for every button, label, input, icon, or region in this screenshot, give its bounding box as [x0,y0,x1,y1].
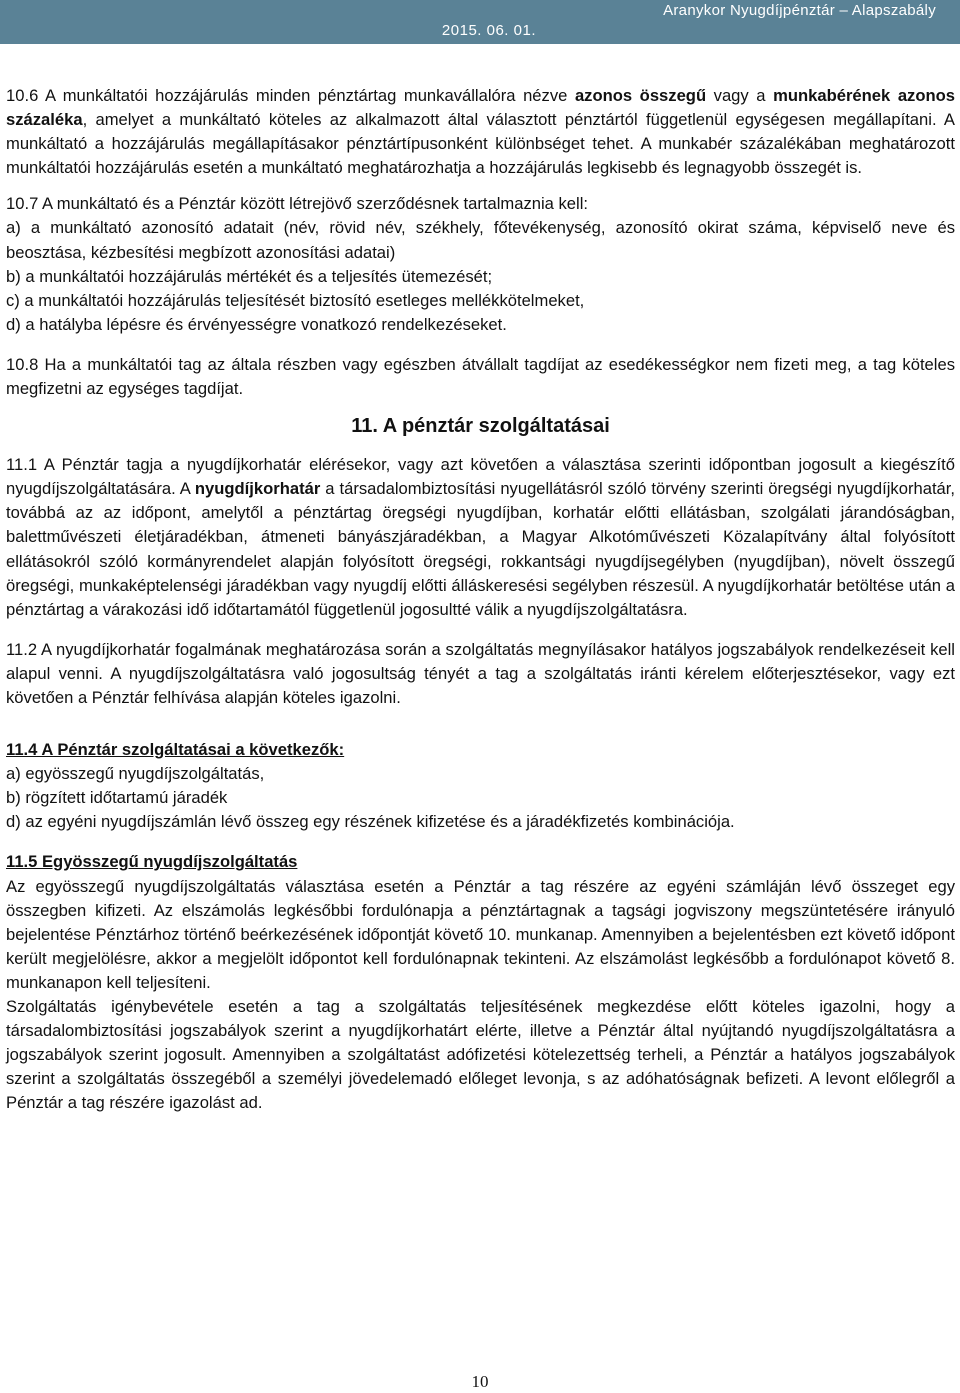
section-11-title: 11. A pénztár szolgáltatásai [351,415,610,438]
bold-text: azonos összegű [574,86,707,105]
list-item: d) a hatályba lépésre és érvényességre vonatkozó rendelkezéseket. [6,314,507,334]
document-header [0,0,960,44]
list-item: d) az egyéni nyugdíjszámlán lévő összeg egy részének kifizetése és a járadékfizetés kombinációja. [6,812,735,832]
paragraph-11-5-1: Az egyösszegű nyugdíjszolgáltatás választása esetén a Pénztár a tag részére az egyéni számláján lévő összeget egy összegben kifizeti. Az elszámolás legkésőbbi fordulónapja a pénztártagnak a tagsági jogviszony megszüntetésére irányuló bejelentése Pénztárhoz történő beérkezésének időpontját követő 10. munkanap. Amennyiben a bejelentésben ezt követő időpont került megjelölésre, akkor a megjelölt időpontot kell fordulónapnak tekinteni. Az elszámolást legkésőbb a fordulónapot követő 8. munkanapon kell teljesíteni. [6,876,955,992]
list-item: c) a munkáltatói hozzájárulás teljesítését biztosító esetleges mellékkötelmeket, [6,290,585,310]
paragraph-11-5-2: Szolgáltatás igénybevétele esetén a tag a szolgáltatás teljesítésének megkezdése előtt köteles igazolni, hogy a társadalombiztosítási jogszabályok szerint a nyugdíjkorhatárt elérte, illetve a Pénztár által nyújtandó nyugdíjszolgáltatásra a jogszabályok szerint jogosult. Amennyiben a szolgáltatást adófizetési kötelezettség terheli, a Pénztár a hatályos jogszabályok szerint a szolgáltatás összegéből a személyi jövedelemadó előleget levonja, s az adóhatóságnak befizeti. A levont előlegről a Pénztár a tag részére igazolást ad. [6,997,955,1113]
paragraph-11-1 [6,453,955,622]
page-number: 10 [471,1372,489,1391]
list-item: a) egyösszegű nyugdíjszolgáltatás, [6,764,265,784]
paragraph-10-8: 10.8 Ha a munkáltatói tag az általa részben vagy egészben átvállalt tagdíjat az esedékességkor nem fizeti meg, a tag köteles megfizetni az egységes tagdíjat. [6,354,955,399]
bold-text: nyugdíjkorhatár [194,479,321,499]
text-run: 10.6 A munkáltatói hozzájárulás minden pénztártag munkavállalóra nézve [6,86,575,105]
bold-text: munkabérének azonos százaléka [6,86,955,130]
list-item: a) a munkáltató azonosító adatait (név, rövid név, székhely, főtevékenység, azonosító okirat száma, képviselő neve és beosztása, kézbesítési megbízott azonosítási adatai) [6,218,955,262]
paragraph-10-7-intro: 10.7 A munkáltató és a Pénztár között létrejövő szerződésnek tartalmaznia kell: [6,194,589,214]
text-run: a társadalombiztosítási nyugellátásról szóló törvény szerinti öregségi nyugdíjkorhatár, továbbá az az időpont, amelytől a pénztártag öregségi nyugdíjban, korhatár előtti ellátásban, szolgálati járandóságban, balettművészeti életjáradékban, átmeneti bányászjáradékban, a Magyar Alkotóművészeti Közalapítvány által folyósított ellátásokról szóló kormányrendelet alapján folyósított öregségi, rokkantsági nyugdíjsegélyben (nyugdíjban), növelt összegű öregségi, munkaképtelenségi járadékban vagy nyugdíj előtti álláskeresési segélyben részesül. A nyugdíjkorhatár betöltése után a pénztártag a várakozási idő időtartamától függetlenül jogosultté válik a nyugdíjszolgáltatásra. [6,479,955,619]
paragraph-11-2: 11.2 A nyugdíjkorhatár fogalmának meghatározása során a szolgáltatás megnyílásakor hatályos jogszabályok rendelkezéseit kell alapul venni. A nyugdíjszolgáltatásra való jogosultság tényét a tag a szolgáltatás iránti kérelem előterjesztésekor, vagy ezt követően a Pénztár felhívása alapján köteles igazolni. [6,639,955,707]
text-run: , amelyet a munkáltató köteles az alkalmazott által választott pénztártól függetlenül egységesen megállapítani. A munkáltató a hozzájárulás megállapításakor pénztártípusonként különbséget tehet. A munkabér százalékában meghatározott munkáltatói hozzájárulás esetén a munkáltató meghatározhatja a hozzájárulás legkisebb és legnagyobb összegét is. [6,110,955,178]
header-date: 2015. 06. 01. [441,22,536,39]
header-title: Aranykor Nyugdíjpénztár – Alapszabály [663,2,936,19]
subsection-11-5-title: 11.5 Egyösszegű nyugdíjszolgáltatás [6,852,298,872]
paragraph-10-6 [6,84,955,180]
subsection-11-4-title: 11.4 A Pénztár szolgáltatásai a következők: [6,740,345,760]
list-item: b) rögzített időtartamú járadék [6,788,228,808]
text-run: 11.1 A Pénztár tagja a nyugdíjkorhatár elérésekor, vagy azt követően a választása szerinti időpontban jogosult a kiegészítő nyugdíjszolgáltatására. A [6,455,955,499]
text-run: vagy a [706,86,774,105]
list-item: b) a munkáltatói hozzájárulás mértékét és a teljesítés ütemezését; [6,266,493,286]
document-body [6,84,955,1115]
